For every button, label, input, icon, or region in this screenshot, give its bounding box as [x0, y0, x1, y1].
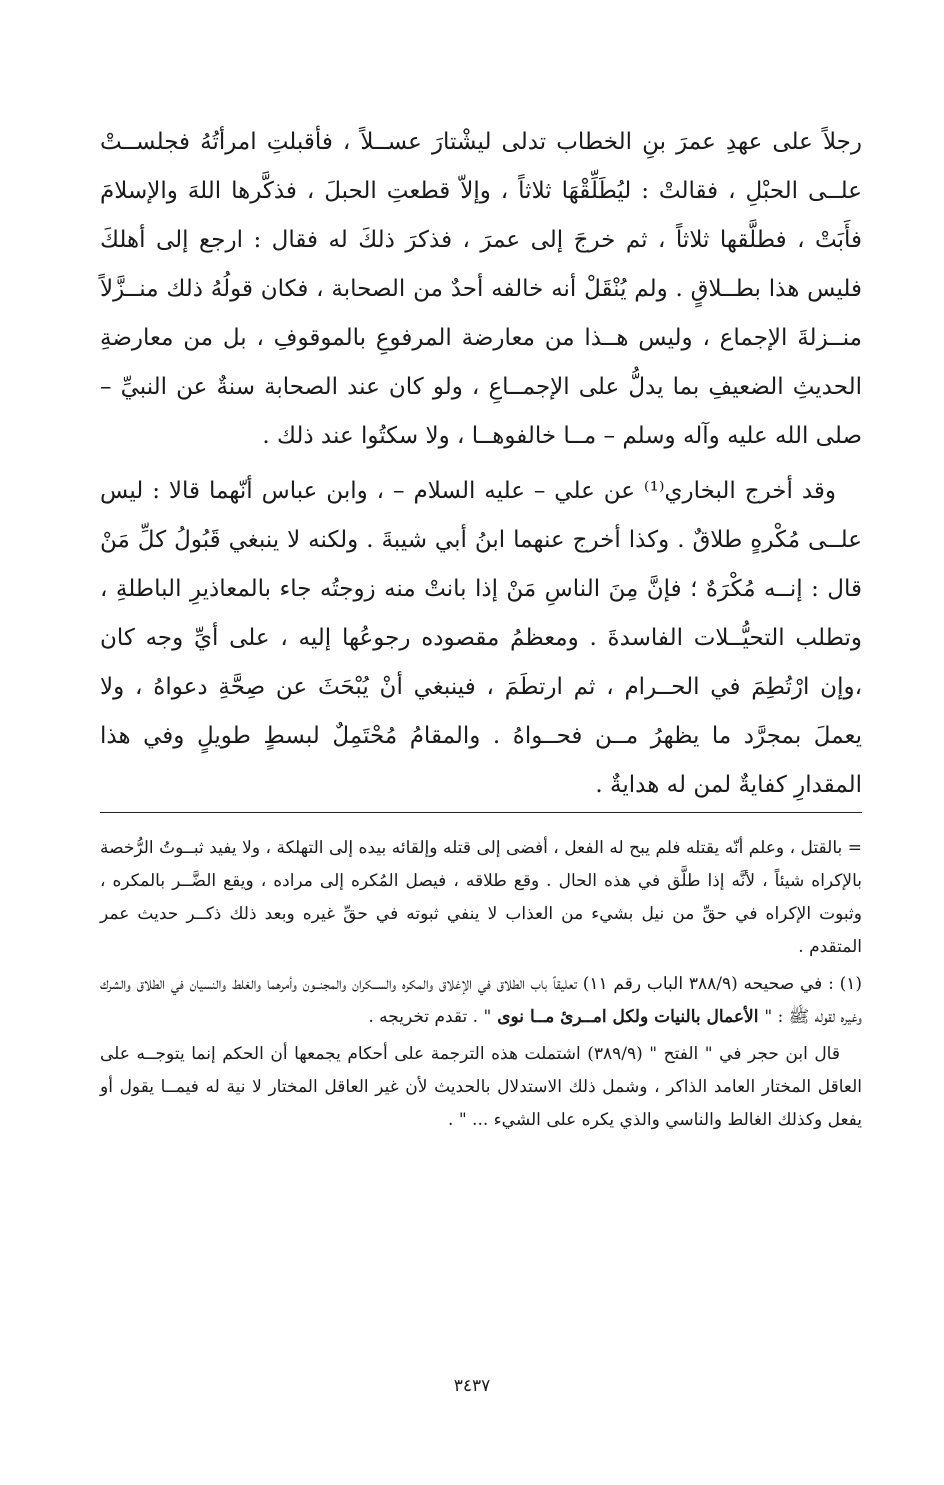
footnote-separator [100, 812, 862, 813]
page-number: ٣٤٣٧ [453, 1376, 491, 1396]
footnote-1-tail: " . تقدم تخريجه . [368, 1007, 492, 1027]
body-paragraph-1: رجلاً على عهدِ عمرَ بنِ الخطاب تدلى ليشْتارَ عســلاً ، فأقبلتِ امرأتُهُ فجلســتْ علــى الحبْلِ ، فقالتْ : ليُطَلِّقْهَا ثلاثاً ، وإلاّ قطعتِ الحبلَ ، فذكَّرها اللهَ والإسلامَ فأَبَتْ ، فطلَّقها ثلاثاً ، ثم خرجَ إلى عمرَ ، فذكرَ ذلكَ له فقال : ارجع إلى أهلكَ فليس هذا بطــلاقٍ . ولم يُنْقَلْ أنه خالفه أحدٌ من الصحابة ، فكان قولُهُ ذلك منــزَّلاً منــزلةَ الإجماع ، وليس هــذا من معارضة المرفوعِ بالموقوفِ ، بل من معارضةِ الحديثِ الضعيفِ بما يدلُّ على الإجمــاعِ ، ولو كان عند الصحابة سنةٌ عن النبيِّ – صلى الله عليه وآله وسلم – مــا خالفوهــا ، ولا سكتُوا عند ذلك . [100, 129, 862, 449]
footnotes [100, 832, 862, 1137]
footnote-1-quote: قال ابن حجر في " الفتح " (٣٨٩/٩) اشتملت هذه الترجمة على أحكام يجمعها أن الحكم إنما يتوجــه على العاقل المختار العامد الذاكر ، وشمل ذلك الاستدلال بالحديث لأن غير العاقل المختار لا نية له فيمــا يقول أو يفعل وكذلك الغالط والناسي والذي يكره على الشيء ... " . [100, 1044, 862, 1130]
body-paragraph-2: وقد أخرج البخاري⁽¹⁾ عن علي – عليه السلام – ، وابن عباس أنّهما قالا : ليس علــى مُكْرهٍ طلاقٌ . وكذا أخرج عنهما ابنُ أبي شيبةَ . ولكنه لا ينبغي قَبُولُ كلِّ مَنْ قال : إنــه مُكْرَهٌ ؛ فإنَّ مِنَ الناسِ مَنْ إذا بانتْ منه زوجتُه جاء بالمعاذيرِ الباطلةِ ، وتطلب التحيُّــلات الفاسدةَ . ومعظمُ مقصوده رجوعُها إليه ، على أيِّ وجه كان ،وإن ارْتُطِمَ في الحــرام ، ثم ارتطَمَ ، فينبغي أنْ يُبْحَثَ عن صِحَّةِ دعواهُ ، ولا يعملَ بمجرَّد ما يظهرُ مــن فحــواهُ . والمقامُ مُحْتَمِلٌ لبسطٍ طويلٍ وفي هذا المقدارِ كفايةٌ لمن له هدايةٌ . [100, 478, 862, 798]
footnote-1-text: (١) : في صحيحه (٣٨٨/٩ الباب رقم ١١) تعليقاً باب الطلاق في الإغلاق والمكره والســكران والمجنــون وأمرهما والغلط والنسيان في الطلاق والشرك وغيره لقوله ﷺ : " [100, 974, 863, 1027]
footnote-continuation: = بالقتل ، وعلم أنّه يقتله فلم يبح له الفعل ، أفضى إلى قتله وإلقائه بيده إلى التهلكة ، ولا يفيد ثبــوتُ الرُّخصة بالإكراه شيئاً ، لأنَّه إذا طلَّق في هذه الحال . وقع طلاقه ، فيصل المُكره إلى مراده ، ويقع الضَّــر بالمكره ، وثبوت الإكراه في حقِّ من نيل بشيء من العذاب لا ينفي ثبوته في حقِّ غيره وبعد ذلك ذكــر حديث عمر المتقدم . [100, 838, 862, 957]
footnote-1-hadith: الأعمال بالنيات ولكل امــرئ مــا نوى [491, 1007, 765, 1027]
main-text [100, 118, 862, 810]
footnote-1 [100, 968, 862, 1034]
